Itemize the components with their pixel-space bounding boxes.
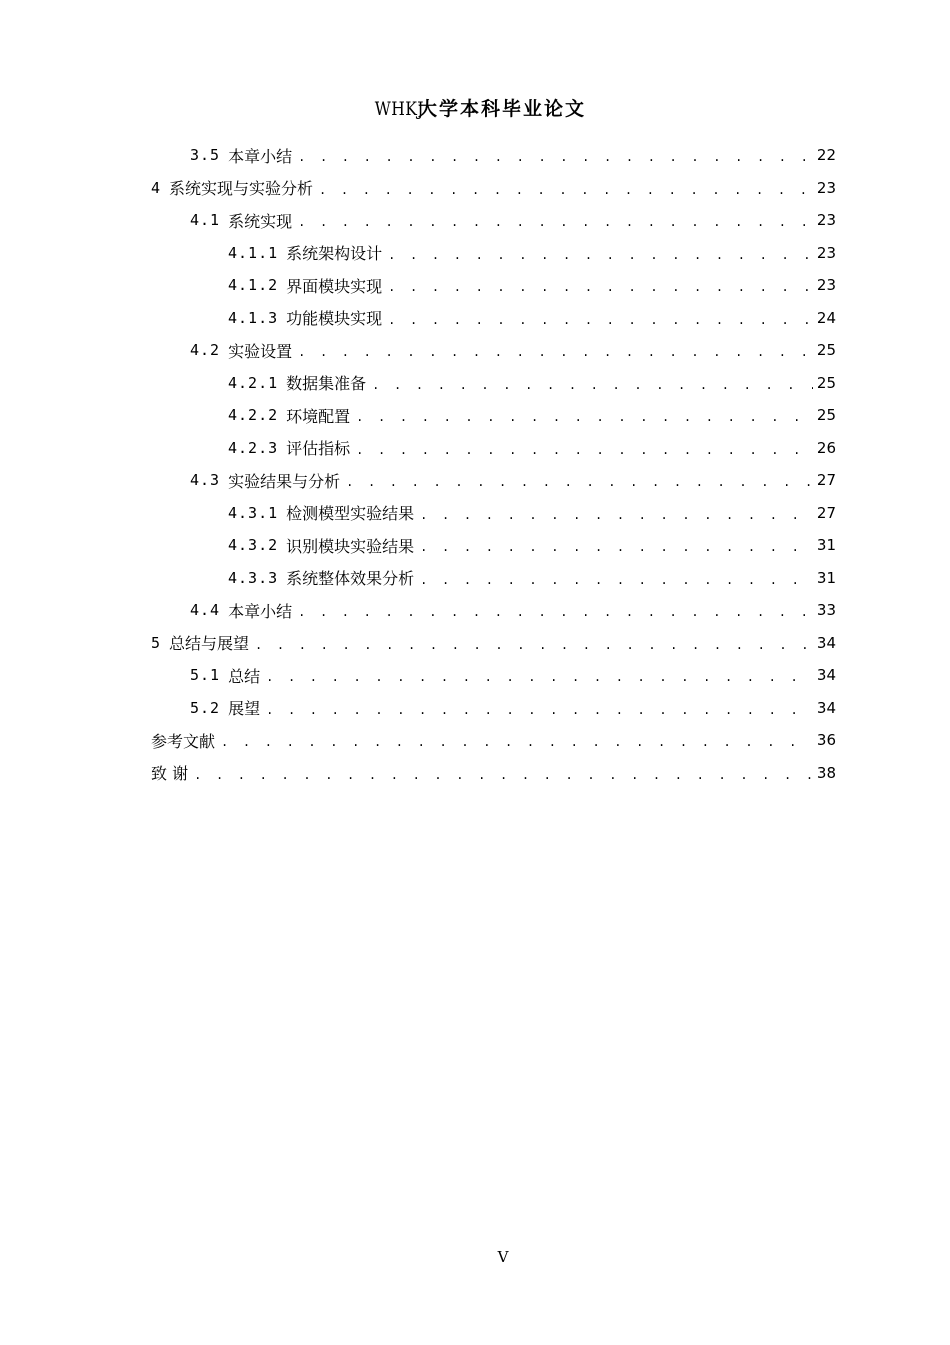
toc-entry-page: 23 bbox=[816, 178, 836, 197]
toc-entry-page: 34 bbox=[816, 633, 836, 652]
toc-entry[interactable] bbox=[151, 659, 836, 692]
toc-entry-number: 5.1 bbox=[190, 666, 221, 685]
toc-entry-title: 识别模块实验结果 bbox=[286, 536, 415, 556]
toc-entry[interactable] bbox=[151, 594, 836, 627]
toc-entry-page: 38 bbox=[816, 763, 836, 782]
toc-entry-number: 4.1.1 bbox=[228, 243, 279, 262]
toc-entry[interactable] bbox=[151, 432, 836, 465]
toc-entry-page: 23 bbox=[816, 276, 836, 295]
toc-entry-number: 4.3.2 bbox=[228, 536, 279, 555]
toc-leader-dots bbox=[221, 735, 813, 749]
toc-entry-title: 总结与展望 bbox=[169, 634, 250, 654]
header-latin: WHKJ bbox=[374, 98, 424, 120]
table-of-contents bbox=[151, 139, 836, 789]
toc-entry[interactable] bbox=[151, 529, 836, 562]
toc-entry[interactable] bbox=[151, 334, 836, 367]
toc-entry[interactable] bbox=[151, 692, 836, 725]
toc-entry-title: 数据集准备 bbox=[286, 374, 367, 394]
toc-entry-number: 4.3.1 bbox=[228, 503, 279, 522]
toc-entry-number: 3.5 bbox=[190, 146, 221, 165]
toc-entry[interactable] bbox=[151, 172, 836, 205]
toc-leader-dots bbox=[388, 248, 813, 262]
toc-entry-number: 4.2.3 bbox=[228, 438, 279, 457]
toc-entry-title: 致 谢 bbox=[151, 764, 189, 784]
toc-entry[interactable] bbox=[151, 757, 836, 790]
toc-entry-title: 实验设置 bbox=[228, 341, 293, 361]
toc-entry-page: 27 bbox=[816, 503, 836, 522]
toc-entry-title: 环境配置 bbox=[286, 406, 351, 426]
toc-leader-dots bbox=[255, 638, 813, 652]
toc-entry-number: 4.1.2 bbox=[228, 276, 279, 295]
toc-entry-title: 界面模块实现 bbox=[286, 276, 383, 296]
toc-leader-dots bbox=[356, 443, 813, 457]
toc-entry-title: 参考文献 bbox=[151, 731, 216, 751]
toc-entry-page: 23 bbox=[816, 243, 836, 262]
toc-leader-dots bbox=[319, 183, 813, 197]
toc-entry[interactable] bbox=[151, 627, 836, 660]
toc-entry-title: 展望 bbox=[228, 699, 261, 719]
toc-entry-page: 25 bbox=[816, 406, 836, 425]
toc-entry-page: 27 bbox=[816, 471, 836, 490]
toc-entry-page: 25 bbox=[816, 341, 836, 360]
toc-entry-page: 23 bbox=[816, 211, 836, 230]
toc-entry-page: 31 bbox=[816, 536, 836, 555]
toc-entry-title: 系统架构设计 bbox=[286, 244, 383, 264]
toc-leader-dots bbox=[266, 703, 813, 717]
toc-entry-page: 24 bbox=[816, 308, 836, 327]
toc-leader-dots bbox=[388, 280, 813, 294]
toc-entry-page: 31 bbox=[816, 568, 836, 587]
toc-entry-title: 系统整体效果分析 bbox=[286, 569, 415, 589]
toc-entry[interactable] bbox=[151, 302, 836, 335]
toc-entry-title: 本章小结 bbox=[228, 601, 293, 621]
toc-entry-number: 4.2.1 bbox=[228, 373, 279, 392]
toc-leader-dots bbox=[420, 540, 813, 554]
page-header bbox=[0, 94, 950, 121]
toc-entry-page: 25 bbox=[816, 373, 836, 392]
toc-leader-dots bbox=[298, 150, 813, 164]
toc-leader-dots bbox=[356, 410, 813, 424]
toc-leader-dots bbox=[298, 215, 813, 229]
toc-entry-title: 系统实现 bbox=[228, 211, 293, 231]
toc-entry-page: 34 bbox=[816, 698, 836, 717]
toc-entry-number: 4.1 bbox=[190, 211, 221, 230]
toc-entry-title: 实验结果与分析 bbox=[228, 471, 341, 491]
toc-leader-dots bbox=[420, 508, 813, 522]
toc-entry-title: 总结 bbox=[228, 666, 261, 686]
toc-leader-dots bbox=[194, 768, 813, 782]
toc-entry-title: 系统实现与实验分析 bbox=[169, 179, 314, 199]
toc-leader-dots bbox=[266, 670, 813, 684]
toc-entry-number: 4.4 bbox=[190, 601, 221, 620]
toc-leader-dots bbox=[420, 573, 813, 587]
page-number: V bbox=[497, 1248, 509, 1266]
toc-entry-number: 4.3.3 bbox=[228, 568, 279, 587]
toc-entry-title: 本章小结 bbox=[228, 146, 293, 166]
toc-leader-dots bbox=[346, 475, 813, 489]
toc-entry-title: 功能模块实现 bbox=[286, 309, 383, 329]
toc-entry-number: 5.2 bbox=[190, 698, 221, 717]
toc-entry[interactable] bbox=[151, 139, 836, 172]
toc-entry-number: 4.2 bbox=[190, 341, 221, 360]
toc-entry[interactable] bbox=[151, 562, 836, 595]
toc-entry[interactable] bbox=[151, 464, 836, 497]
header-title: 大学本科毕业论文 bbox=[417, 98, 586, 120]
toc-leader-dots bbox=[372, 378, 813, 392]
toc-entry[interactable] bbox=[151, 204, 836, 237]
toc-leader-dots bbox=[298, 605, 813, 619]
toc-leader-dots bbox=[298, 345, 813, 359]
toc-entry-page: 34 bbox=[816, 666, 836, 685]
toc-entry-number: 5 bbox=[151, 633, 162, 652]
toc-entry-page: 22 bbox=[816, 146, 836, 165]
toc-entry-number: 4.3 bbox=[190, 471, 221, 490]
toc-entry[interactable] bbox=[151, 497, 836, 530]
toc-entry-title: 评估指标 bbox=[286, 439, 351, 459]
toc-entry-number: 4.1.3 bbox=[228, 308, 279, 327]
toc-entry-page: 36 bbox=[816, 731, 836, 750]
toc-entry-page: 26 bbox=[816, 438, 836, 457]
toc-entry-number: 4.2.2 bbox=[228, 406, 279, 425]
toc-entry-page: 33 bbox=[816, 601, 836, 620]
toc-entry[interactable] bbox=[151, 269, 836, 302]
toc-entry[interactable] bbox=[151, 724, 836, 757]
toc-entry[interactable] bbox=[151, 399, 836, 432]
toc-leader-dots bbox=[388, 313, 813, 327]
toc-entry-title: 检测模型实验结果 bbox=[286, 504, 415, 524]
toc-entry[interactable] bbox=[151, 367, 836, 400]
toc-entry[interactable] bbox=[151, 237, 836, 270]
toc-entry-number: 4 bbox=[151, 178, 162, 197]
